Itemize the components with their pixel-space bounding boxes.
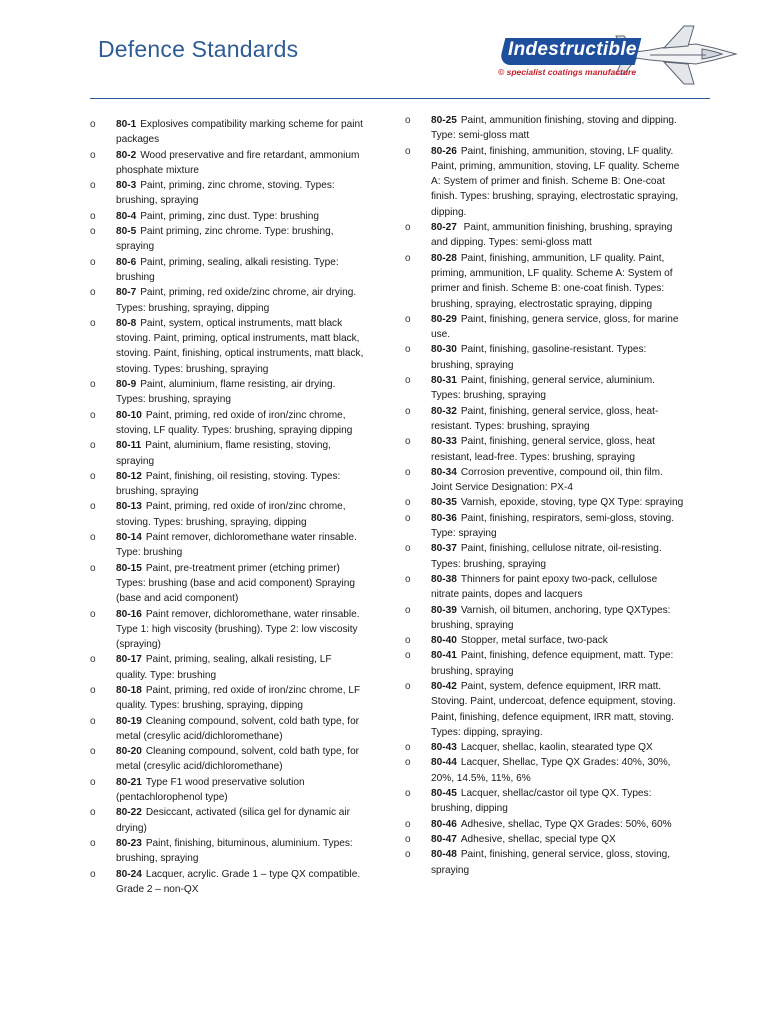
standard-list-item [90, 316, 365, 377]
standard-list-item [405, 511, 685, 542]
standard-code: 80-11 [116, 440, 142, 452]
standard-description: Paint, priming, zinc dust. Type: brushing [140, 210, 319, 222]
standard-code: 80-14 [116, 532, 142, 544]
standard-code: 80-21 [116, 776, 142, 788]
standard-code: 80-30 [431, 344, 457, 356]
bullet-icon: o [405, 512, 411, 524]
standard-description: Paint priming, zinc chrome. Type: brushing, spraying [116, 226, 334, 253]
bullet-icon: o [90, 119, 96, 130]
bullet-icon: o [90, 684, 96, 696]
bullet-icon: o [405, 145, 411, 157]
standard-list-item [90, 714, 365, 745]
standard-code: 80-1 [116, 119, 137, 130]
bullet-icon: o [90, 532, 96, 544]
standard-description: Paint, priming, sealing, alkali resisting, LF quality. Type: brushing [116, 654, 332, 681]
bullet-icon: o [405, 252, 411, 264]
standard-list-item [405, 495, 685, 510]
bullet-icon: o [90, 654, 96, 666]
standard-code: 80-4 [116, 210, 137, 222]
standard-code: 80-26 [431, 145, 457, 157]
standard-description: Lacquer, Shellac, Type QX Grades: 40%, 30%, 20%, 14.5%, 11%, 6% [431, 757, 671, 784]
standard-description: Paint, priming, red oxide/zinc chrome, air drying. Types: brushing, spraying, dipping [116, 287, 357, 314]
company-logo [498, 22, 738, 88]
standard-list-item [90, 117, 365, 148]
standard-list-item [405, 832, 685, 847]
standard-list-item [90, 285, 365, 316]
standard-code: 80-16 [116, 608, 142, 620]
bullet-icon: o [405, 788, 411, 800]
standard-list-item [405, 373, 685, 404]
bullet-icon: o [90, 210, 96, 222]
bullet-icon: o [405, 436, 411, 448]
bullet-icon: o [90, 317, 96, 329]
standard-code: 80-33 [431, 436, 457, 448]
bullet-icon: o [405, 635, 411, 647]
bullet-icon: o [405, 573, 411, 585]
standard-description: Paint, pre-treatment primer (etching primer) Types: brushing (base and acid component) Spraying (base and acid component) [116, 562, 356, 605]
standard-code: 80-24 [116, 868, 142, 880]
standard-code: 80-13 [116, 501, 142, 513]
standard-code: 80-19 [116, 715, 142, 727]
standard-list-item [405, 434, 685, 465]
standard-code: 80-2 [116, 149, 137, 161]
standard-code: 80-18 [116, 684, 142, 696]
standard-code: 80-3 [116, 180, 137, 192]
standard-description: Adhesive, shellac, special type QX [460, 833, 616, 845]
bullet-icon: o [90, 440, 96, 452]
standard-list-item [405, 786, 685, 817]
standards-list-right [405, 113, 685, 878]
standard-description: Paint, priming, red oxide of iron/zinc chrome, stoving, LF quality. Types: brushing, spraying dipping [116, 409, 353, 436]
standard-code: 80-44 [431, 757, 457, 769]
standard-description: Paint, finishing, cellulose nitrate, oil-resisting. Types: brushing, spraying [431, 543, 662, 570]
bullet-icon: o [405, 222, 411, 234]
bullet-icon: o [405, 115, 411, 126]
standard-list-item [90, 178, 365, 209]
standard-list-item [90, 775, 365, 806]
standard-description: Paint, finishing, ammunition, LF quality. Paint, priming, ammunition, LF quality. Scheme A: System of primer and finish. Scheme B: one-coat finish. Types: brushing, spraying, electrostatic spraying, dipping [431, 252, 673, 310]
standard-code: 80-46 [431, 818, 457, 830]
standard-description: Cleaning compound, solvent, cold bath type, for metal (cresylic acid/dichloromethane) [116, 746, 360, 773]
bullet-icon: o [90, 226, 96, 238]
bullet-icon: o [90, 562, 96, 574]
standard-code: 80-25 [431, 115, 457, 126]
standard-description: Paint, finishing, gasoline-resistant. Types: brushing, spraying [431, 344, 647, 371]
bullet-icon: o [90, 608, 96, 620]
standard-description: Varnish, epoxide, stoving, type QX Type: spraying [460, 497, 684, 509]
standard-code: 80-41 [431, 650, 457, 662]
standard-description: Lacquer, shellac, kaolin, stearated type QX [460, 742, 653, 754]
standard-description: Paint, finishing, general service, gloss, heat resistant, lead-free. Types: brushing, spraying [431, 436, 655, 463]
standards-list-left [90, 117, 365, 897]
standard-list-item [90, 683, 365, 714]
standard-description: Paint, priming, red oxide of iron/zinc chrome, LF quality. Types: brushing, spraying, dipping [116, 684, 361, 712]
standard-code: 80-32 [431, 405, 457, 417]
standard-list-item [405, 740, 685, 755]
bullet-icon: o [90, 807, 96, 819]
standard-description: Paint, priming, zinc chrome, stoving. Types: brushing, spraying [116, 180, 335, 207]
standard-code: 80-20 [116, 746, 142, 758]
standard-code: 80-12 [116, 470, 142, 482]
standard-list-item [90, 255, 365, 286]
standard-description: Thinners for paint epoxy two-pack, cellulose nitrate paints, dopes and lacquers [431, 573, 658, 601]
standard-description: Paint, aluminium, flame resisting, stoving, spraying [116, 440, 331, 467]
standard-list-item [405, 220, 685, 251]
page-title: Defence Standards [98, 36, 299, 62]
logo-brand-name: Indestructible [508, 39, 637, 60]
standard-code: 80-36 [431, 512, 457, 524]
bullet-icon: o [90, 715, 96, 727]
standard-list-item [405, 465, 685, 496]
standard-list-item [90, 561, 365, 607]
bullet-icon: o [405, 543, 411, 555]
standard-code: 80-5 [116, 226, 137, 238]
bullet-icon: o [405, 466, 411, 478]
standard-code: 80-35 [431, 497, 457, 509]
standard-list-item [405, 648, 685, 679]
standard-list-item [90, 499, 365, 530]
bullet-icon: o [90, 837, 96, 849]
standard-description: Paint, finishing, general service, aluminium. Types: brushing, spraying [431, 375, 655, 402]
standard-description: Paint, finishing, genera service, gloss, for marine use. [431, 313, 679, 341]
standard-description: Paint, ammunition finishing, brushing, spraying and dipping. Types: semi-gloss matt [431, 222, 673, 249]
header-divider [90, 98, 710, 99]
standard-code: 80-34 [431, 466, 457, 478]
standard-code: 80-22 [116, 807, 142, 819]
bullet-icon: o [90, 868, 96, 880]
standard-description: Adhesive, shellac, Type QX Grades: 50%, 60% [460, 818, 672, 830]
standard-code: 80-23 [116, 837, 142, 849]
standard-description: Desiccant, activated (silica gel for dynamic air drying) [116, 807, 351, 834]
standard-description: Cleaning compound, solvent, cold bath type, for metal (cresylic acid/dichloromethane) [116, 715, 360, 742]
standard-code: 80-7 [116, 287, 137, 299]
logo-tagline: © specialist coatings manufacture [498, 67, 637, 77]
standard-description: Stopper, metal surface, two-pack [460, 635, 608, 647]
standard-list-item [405, 541, 685, 572]
standard-description: Paint, finishing, bituminous, aluminium. Types: brushing, spraying [116, 837, 353, 865]
standard-list-item [405, 342, 685, 373]
bullet-icon: o [405, 604, 411, 616]
standard-code: 80-38 [431, 573, 457, 585]
standard-code: 80-42 [431, 680, 457, 692]
standard-code: 80-15 [116, 562, 142, 574]
standard-list-item [90, 438, 365, 469]
standard-description: Paint, priming, sealing, alkali resisting. Type: brushing [116, 256, 339, 283]
standard-list-item [90, 377, 365, 408]
bullet-icon: o [405, 757, 411, 769]
standard-list-item [90, 652, 365, 683]
standard-code: 80-28 [431, 252, 457, 264]
standard-list-item [405, 633, 685, 648]
bullet-icon: o [90, 287, 96, 299]
bullet-icon: o [405, 405, 411, 417]
standard-list-item [405, 755, 685, 786]
standard-description: Paint, finishing, ammunition, stoving, LF quality. Paint, priming, ammunition, stoving, LF quality. Scheme A: System of primer and finish. Scheme B: One-coat finish. Types: brushing, spraying, electrostatic spraying, dipping. [431, 145, 680, 218]
standard-list-item [405, 817, 685, 832]
bullet-icon: o [90, 470, 96, 482]
standard-description: Type F1 wood preservative solution (pentachlorophenol type) [116, 776, 305, 804]
standard-list-item [90, 148, 365, 179]
standard-code: 80-6 [116, 256, 137, 268]
standard-description: Paint, finishing, general service, gloss, stoving, spraying [431, 849, 671, 876]
standard-description: Wood preservative and fire retardant, ammonium phosphate mixture [116, 149, 360, 176]
standard-list-item [405, 603, 685, 634]
bullet-icon: o [405, 375, 411, 387]
bullet-icon: o [90, 180, 96, 192]
standard-list-item [90, 836, 365, 867]
standard-description: Paint, finishing, respirators, semi-gloss, stoving. Type: spraying [431, 512, 675, 540]
standard-code: 80-43 [431, 742, 457, 754]
standard-list-item [90, 408, 365, 439]
standard-description: Paint remover, dichloromethane, water rinsable. Type 1: high viscosity (brushing). Type 2: low viscosity (spraying) [116, 608, 360, 651]
standard-list-item [405, 312, 685, 343]
bullet-icon: o [90, 256, 96, 268]
bullet-icon: o [405, 650, 411, 662]
standard-code: 80-29 [431, 313, 457, 325]
standard-list-item [90, 744, 365, 775]
standard-code: 80-40 [431, 635, 457, 647]
standard-code: 80-37 [431, 543, 457, 555]
bullet-icon: o [405, 497, 411, 509]
bullet-icon: o [90, 501, 96, 513]
standard-description: Paint, finishing, general service, gloss, heat-resistant. Types: brushing, spraying [431, 405, 659, 432]
standard-list-item [90, 607, 365, 653]
standard-code: 80-17 [116, 654, 142, 666]
standard-description: Paint remover, dichloromethane water rinsable. Type: brushing [116, 532, 357, 559]
standard-list-item [90, 805, 365, 836]
standard-code: 80-27 [431, 222, 457, 234]
standard-description: Corrosion preventive, compound oil, thin film. Joint Service Designation: PX-4 [431, 466, 663, 494]
standard-list-item [90, 224, 365, 255]
standard-code: 80-8 [116, 317, 137, 329]
bullet-icon: o [405, 818, 411, 830]
standard-list-item [90, 469, 365, 500]
bullet-icon: o [405, 742, 411, 754]
standard-code: 80-47 [431, 833, 457, 845]
standard-code: 80-48 [431, 849, 457, 861]
standard-code: 80-9 [116, 379, 137, 391]
standard-description: Paint, ammunition finishing, stoving and dipping. Type: semi-gloss matt [431, 115, 677, 142]
bullet-icon: o [90, 379, 96, 391]
bullet-icon: o [405, 849, 411, 861]
bullet-icon: o [90, 409, 96, 421]
standard-description: Paint, aluminium, flame resisting, air drying. Types: brushing, spraying [116, 379, 336, 406]
standard-code: 80-45 [431, 788, 457, 800]
standard-description: Lacquer, acrylic. Grade 1 – type QX compatible. Grade 2 – non-QX [116, 868, 361, 895]
standard-description: Paint, system, optical instruments, matt black stoving. Paint, priming, optical instruments, matt black, stoving. Paint, finishing, optical instruments, matt black, stoving. Types: brushing, spraying [116, 317, 364, 375]
standard-list-item [405, 847, 685, 878]
standard-code: 80-31 [431, 375, 457, 387]
standard-list-item [405, 144, 685, 220]
bullet-icon: o [90, 746, 96, 758]
bullet-icon: o [405, 313, 411, 325]
standard-description: Paint, finishing, oil resisting, stoving. Types: brushing, spraying [116, 470, 341, 498]
standard-list-item [90, 530, 365, 561]
standard-list-item [405, 572, 685, 603]
bullet-icon: o [90, 776, 96, 788]
standard-code: 80-10 [116, 409, 142, 421]
standard-description: Explosives compatibility marking scheme for paint packages [116, 119, 363, 146]
standard-description: Paint, finishing, defence equipment, matt. Type: brushing, spraying [431, 650, 674, 677]
standard-list-item [405, 113, 685, 144]
standard-list-item [90, 867, 365, 898]
standard-code: 80-39 [431, 604, 457, 616]
standard-description: Varnish, oil bitumen, anchoring, type QXTypes: brushing, spraying [431, 604, 671, 631]
bullet-icon: o [405, 344, 411, 356]
standard-list-item [405, 679, 685, 740]
bullet-icon: o [90, 149, 96, 161]
standard-description: Paint, priming, red oxide of iron/zinc chrome, stoving. Types: brushing, spraying, dipping [116, 501, 346, 528]
bullet-icon: o [405, 833, 411, 845]
standard-description: Paint, system, defence equipment, IRR matt. Stoving. Paint, undercoat, defence equipment, stoving. Paint, finishing, defence equipment, IRR matt, stoving. Types: dipping, spraying. [431, 680, 676, 738]
standard-list-item [405, 404, 685, 435]
standard-description: Lacquer, shellac/castor oil type QX. Types: brushing, dipping [431, 788, 652, 815]
standard-list-item [405, 251, 685, 312]
bullet-icon: o [405, 680, 411, 692]
standard-list-item [90, 209, 365, 224]
